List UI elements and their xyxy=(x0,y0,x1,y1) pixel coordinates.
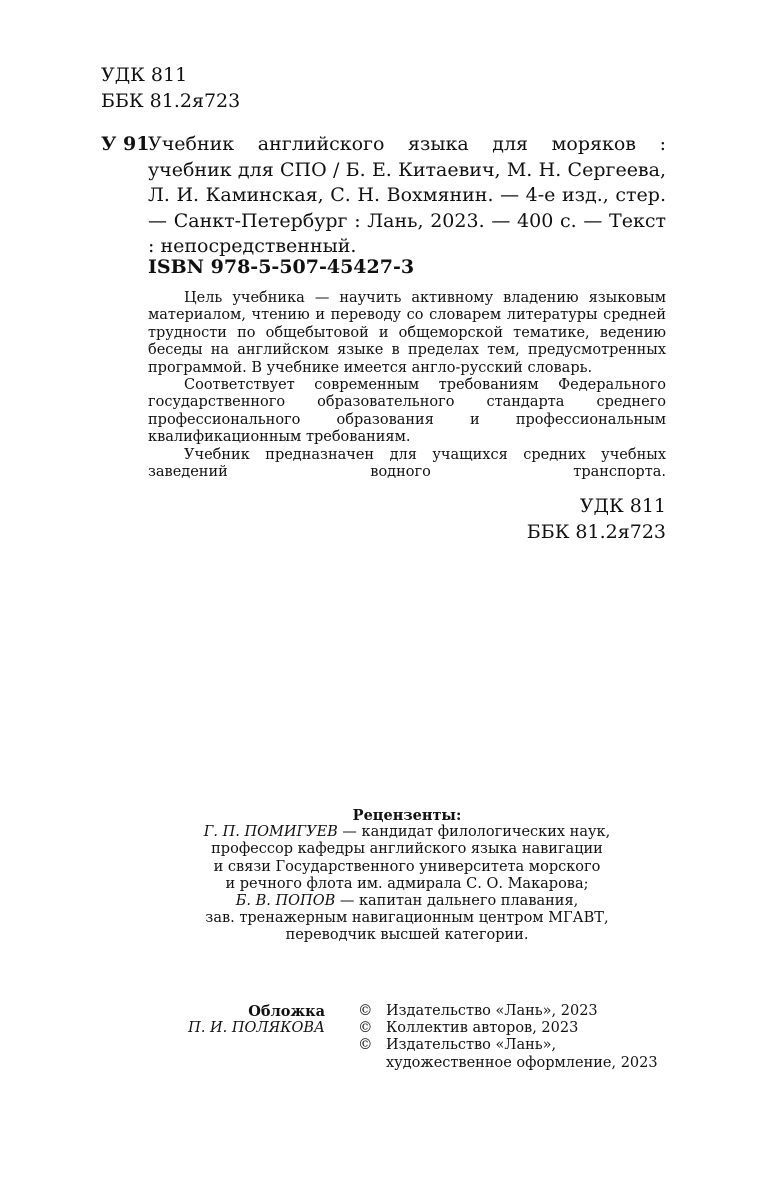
copyright-icon: © xyxy=(358,1003,373,1019)
reviewer-1-name: Г. П. ПОМИГУЕВ xyxy=(203,824,338,841)
copyright-block xyxy=(358,1003,670,1072)
copyright-text: Коллектив авторов, 2023 xyxy=(386,1020,579,1037)
cover-artist: П. И. ПОЛЯКОВА xyxy=(188,1020,325,1037)
reviewer-1-detail: и связи Государственного университета морского xyxy=(213,858,601,875)
isbn: ISBN 978-5-507-45427-3 xyxy=(148,256,415,278)
reviewer-1 xyxy=(148,824,666,841)
udk-code: УДК 811 xyxy=(579,495,666,517)
copyright-line xyxy=(358,1055,670,1072)
reviewer-2 xyxy=(148,893,666,910)
annotation xyxy=(148,290,666,481)
copyright-text: Издательство «Лань», xyxy=(386,1037,557,1054)
reviewer-2-name: Б. В. ПОПОВ xyxy=(235,893,336,910)
reviewer-2-detail: зав. тренажерным навигационным центром МГАВТ, xyxy=(205,910,609,927)
bbk-code: ББК 81.2я723 xyxy=(526,521,666,543)
cover-credit xyxy=(148,1003,325,1037)
bbk-code: ББК 81.2я723 xyxy=(101,90,241,112)
annotation-paragraph: Учебник предназначен для учащихся средних учебных заведений водного транспорта. xyxy=(148,446,666,481)
copyright-line xyxy=(358,1037,670,1054)
copyright-text: Издательство «Лань», 2023 xyxy=(386,1003,598,1019)
reviewer-1-title: — кандидат филологических наук, xyxy=(337,824,611,841)
copyright-icon: © xyxy=(358,1020,373,1037)
copyright-icon: © xyxy=(358,1037,373,1054)
copyright-text: художественное оформление, 2023 xyxy=(386,1054,658,1071)
annotation-paragraph: Соответствует современным требованиям Федерального государственного образовательного стандарта среднего профессионального образования и профессиональным квалификационным требованиям. xyxy=(148,377,666,446)
reviewer-2-detail: переводчик высшей категории. xyxy=(285,927,529,944)
udk-bbk-top xyxy=(101,62,240,114)
cover-heading: Обложка xyxy=(248,1003,325,1020)
reviewer-1-detail: профессор кафедры английского языка навигации xyxy=(211,841,603,858)
udk-bbk-bottom xyxy=(527,493,666,545)
reviewer-2-title: — капитан дальнего плавания, xyxy=(335,893,579,910)
reviewer-1-detail: и речного флота им. адмирала С. О. Макарова; xyxy=(225,875,589,892)
annotation-paragraph: Цель учебника — научить активному владению языковым материалом, чтению и переводу со словарем литературы средней трудности по общебытовой и общеморской тематике, ведению беседы на английском языке в пределах тем, предусмотренных программой. В учебнике имеется англо-русский словарь. xyxy=(148,290,666,376)
bibliographic-entry: Учебник английского языка для моряков : учебник для СПО / Б. Е. Китаевич, М. Н. Сергеева, Л. И. Каминская, С. Н. Вохмянин. — 4-е изд., стер. — Санкт-Петербург : Лань, 2023. — 400 с. — Текст : непосредственный. xyxy=(148,133,666,257)
author-sign: У 91 xyxy=(101,133,150,155)
udk-code: УДК 811 xyxy=(101,64,188,86)
reviewers-block xyxy=(148,807,666,945)
reviewers-heading: Рецензенты: xyxy=(352,807,462,824)
copyright-line xyxy=(358,1020,670,1037)
copyright-line xyxy=(358,1003,670,1020)
